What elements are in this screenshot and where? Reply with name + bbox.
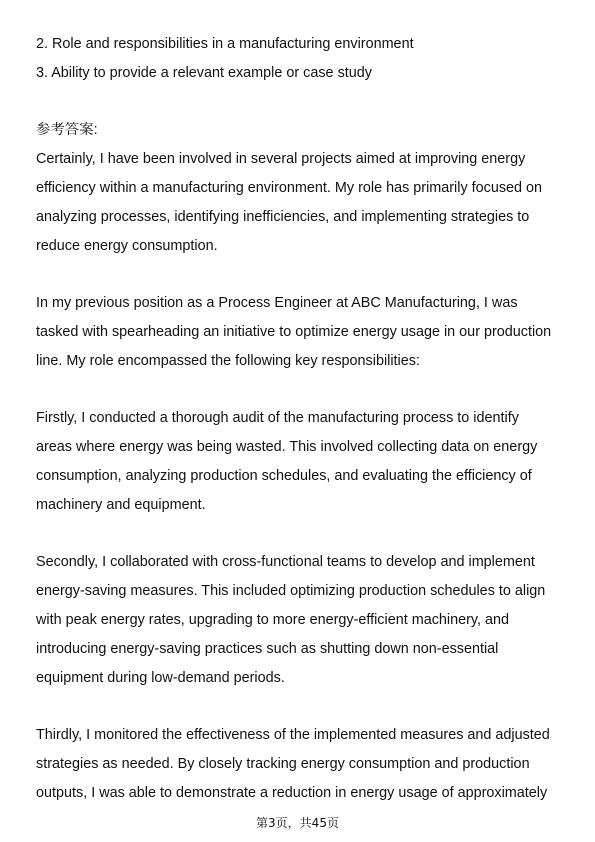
paragraph-line: energy-saving measures. This included optimizing production schedules to align bbox=[36, 583, 546, 600]
paragraph-line: equipment during low-demand periods. bbox=[36, 669, 285, 686]
paragraph-line: areas where energy was being wasted. This involved collecting data on energy bbox=[36, 439, 538, 456]
paragraph-line: strategies as needed. By closely tracking energy consumption and production bbox=[36, 755, 530, 772]
paragraph-line: introducing energy-saving practices such as shutting down non-essential bbox=[36, 640, 499, 657]
paragraph-1 bbox=[36, 145, 566, 260]
paragraph-line: In my previous position as a Process Engineer at ABC Manufacturing, I was bbox=[36, 295, 518, 312]
spacer bbox=[36, 692, 566, 721]
answer-heading: 参考答案: bbox=[36, 122, 98, 139]
spacer bbox=[36, 376, 566, 405]
paragraph-line: reduce energy consumption. bbox=[36, 237, 218, 254]
paragraph-line: Firstly, I conducted a thorough audit of the manufacturing process to identify bbox=[36, 410, 519, 427]
paragraph-2 bbox=[36, 289, 566, 375]
paragraph-5 bbox=[36, 721, 566, 807]
paragraph-line: outputs, I was able to demonstrate a reduction in energy usage of approximately bbox=[36, 784, 548, 801]
paragraph-line: Secondly, I collaborated with cross-functional teams to develop and implement bbox=[36, 554, 535, 571]
paragraph-line: efficiency within a manufacturing environment. My role has primarily focused on bbox=[36, 179, 543, 196]
criteria-item-3: 3. Ability to provide a relevant example or case study bbox=[36, 64, 372, 81]
paragraph-line: Thirdly, I monitored the effectiveness of the implemented measures and adjusted bbox=[36, 727, 550, 744]
page-number-footer: 第3页，共45页 bbox=[256, 816, 339, 830]
spacer bbox=[36, 88, 566, 117]
paragraph-4 bbox=[36, 548, 566, 692]
spacer bbox=[36, 260, 566, 289]
paragraph-line: Certainly, I have been involved in several projects aimed at improving energy bbox=[36, 151, 526, 168]
paragraph-line: consumption, analyzing production schedules, and evaluating the efficiency of bbox=[36, 467, 532, 484]
document-page bbox=[36, 30, 566, 808]
criteria-item-2: 2. Role and responsibilities in a manufacturing environment bbox=[36, 36, 414, 52]
paragraph-3 bbox=[36, 404, 566, 519]
paragraph-line: tasked with spearheading an initiative to optimize energy usage in our production bbox=[36, 323, 552, 340]
paragraph-line: machinery and equipment. bbox=[36, 496, 206, 513]
spacer bbox=[36, 520, 566, 549]
paragraph-line: line. My role encompassed the following key responsibilities: bbox=[36, 352, 420, 369]
paragraph-line: with peak energy rates, upgrading to more energy-efficient machinery, and bbox=[36, 611, 510, 628]
paragraph-line: analyzing processes, identifying inefficiencies, and implementing strategies to bbox=[36, 208, 530, 225]
